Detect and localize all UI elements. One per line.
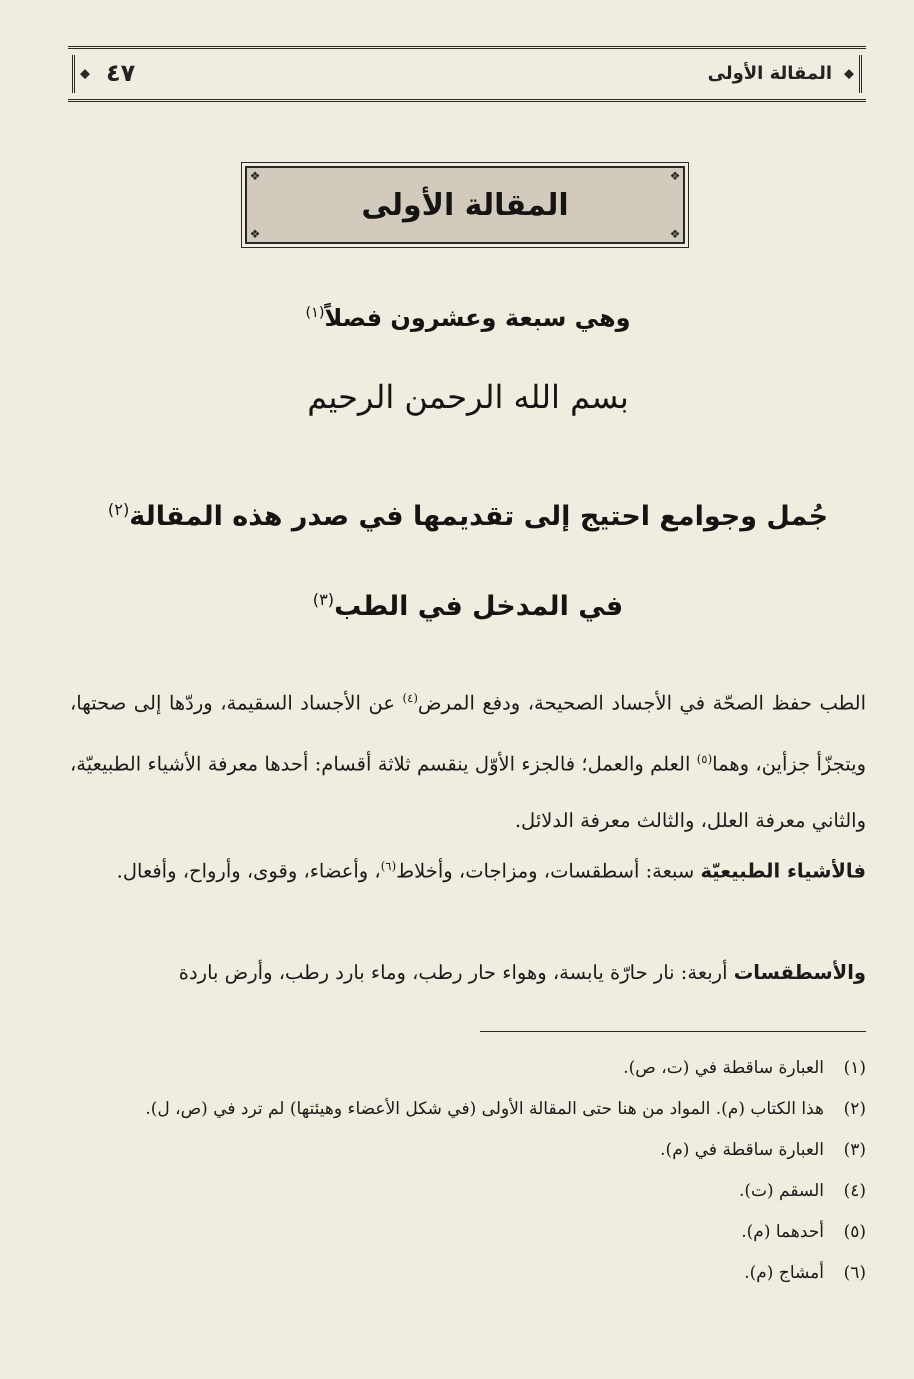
corner-ornament-icon: ❖ [249, 227, 261, 241]
corner-ornament-icon: ❖ [669, 227, 681, 241]
footnote [46, 1218, 866, 1259]
footnote [46, 1177, 866, 1218]
footnote-text: العبارة ساقطة في (م). [660, 1140, 824, 1160]
chapter-title: المقالة الأولى [361, 188, 569, 223]
chapter-title-box [245, 166, 685, 244]
footnote-ref: (٥) [696, 752, 713, 766]
bold-term: فالأشياء الطبيعيّة [700, 859, 866, 882]
footnotes [46, 1054, 866, 1300]
subsection-heading [70, 590, 866, 622]
corner-ornament-icon: ❖ [669, 169, 681, 183]
footnote-ref: (١) [305, 305, 325, 321]
paragraph-text: العلم والعمل؛ فالجزء الأوّل ينقسم ثلاثة أقسام: أحدها معرفة الأشياء الطبيعيّة، والثاني معرفة العلل، والثالث معرفة الدلائل. [70, 752, 866, 832]
paragraph-text: أربعة: نار حارّة يابسة، وهواء حار رطب، وماء بارد رطب، وأرض باردة [178, 960, 734, 984]
footnote-number: (٦) [843, 1263, 866, 1283]
footnote-number: (٣) [843, 1140, 866, 1160]
footnote-text: أحدهما (م). [741, 1222, 824, 1242]
body-paragraph [70, 838, 866, 900]
paragraph-text: سبعة: أسطقسات، ومزاجات، وأخلاط [396, 859, 701, 882]
footnote-ref: (٦) [380, 858, 397, 873]
body-paragraph [70, 945, 866, 1001]
footnote-number: (٤) [843, 1181, 866, 1201]
footnote-number: (٢) [843, 1099, 866, 1119]
footnote-text: العبارة ساقطة في (ت، ص). [623, 1058, 824, 1078]
paragraph-text: ، وأعضاء، وقوى، وأرواح، وأفعال. [116, 859, 381, 882]
paragraph-text: عن الأجساد السقيمة، وردّها إلى صحتها، ويتجزّأ جزأين، وهما [70, 691, 866, 776]
paragraph-text: الطب حفظ الصحّة في الأجساد الصحيحة، ودفع المرض [417, 691, 866, 714]
corner-ornament-icon: ❖ [249, 169, 261, 183]
section-heading-text: جُمل وجوامع احتيج إلى تقديمها في صدر هذه المقالة [129, 501, 829, 532]
chapter-subtitle [70, 304, 866, 332]
running-header [68, 46, 866, 102]
header-ornament-left-icon: ◆ [80, 66, 90, 82]
section-heading [70, 500, 866, 532]
bold-term: والأسطقسات [733, 960, 866, 984]
header-ornament-right-icon: ◆ [844, 66, 854, 82]
footnote-number: (١) [843, 1058, 866, 1078]
footnote [46, 1259, 866, 1300]
footnote-ref: (٣) [312, 590, 335, 609]
chapter-subtitle-text: وهي سبعة وعشرون فصلاً [324, 304, 631, 332]
footnote [46, 1054, 866, 1095]
subsection-heading-text: في المدخل في الطب [334, 591, 624, 622]
body-paragraph [70, 670, 866, 849]
footnote-number: (٥) [843, 1222, 866, 1242]
footnote-ref: (٢) [107, 500, 130, 519]
footnote-text: أمشاج (م). [744, 1263, 824, 1283]
page-number: ٤٧ [106, 59, 136, 87]
footnote [46, 1136, 866, 1177]
footnote-text: السقم (ت). [738, 1181, 824, 1201]
footnote-ref: (٤) [402, 690, 418, 705]
footnote [46, 1095, 866, 1136]
basmala: بسم الله الرحمن الرحيم [307, 378, 629, 416]
footnote-text: هذا الكتاب (م). المواد من هنا حتى المقالة الأولى (في شكل الأعضاء وهيئتها) لم ترد في (ص، ل). [145, 1099, 824, 1119]
running-title: المقالة الأولى [707, 63, 832, 84]
footnote-separator [480, 1031, 866, 1032]
